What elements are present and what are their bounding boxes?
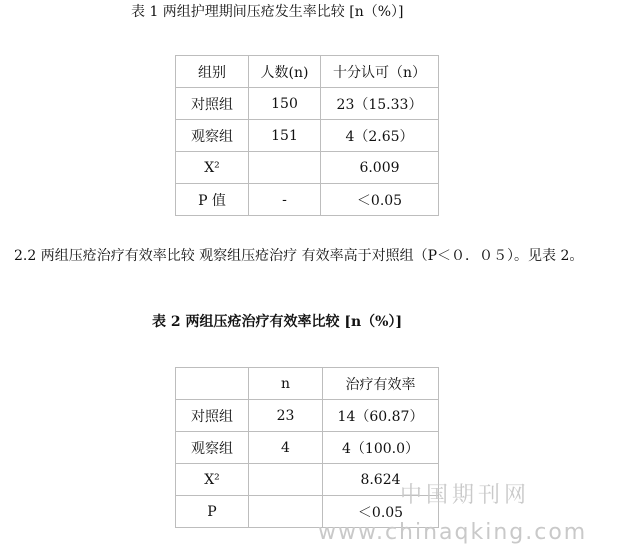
table-cell: 4（2.65） xyxy=(321,120,439,152)
table-row xyxy=(176,152,439,184)
table-cell: ＜0.05 xyxy=(321,184,439,216)
table-cell: 对照组 xyxy=(176,88,249,120)
body-paragraph: 2.2 两组压疮治疗有效率比较 观察组压疮治疗 有效率高于对照组（P＜０．０５）。见表 2。 xyxy=(14,248,584,264)
table-row xyxy=(176,184,439,216)
table-row xyxy=(176,88,439,120)
header-cell: 治疗有效率 xyxy=(323,368,439,400)
table-cell: ＜0.05 xyxy=(323,496,439,528)
table-cell: 23（15.33） xyxy=(321,88,439,120)
table-cell: 8.624 xyxy=(323,464,439,496)
table1-infection-rate xyxy=(175,55,439,216)
header-cell: n xyxy=(249,368,323,400)
table-header-row xyxy=(176,368,439,400)
watermark-site-name: 中国期刊网 xyxy=(400,483,531,508)
header-cell xyxy=(176,368,249,400)
table-cell: P 值 xyxy=(176,184,249,216)
table-cell: 4（100.0） xyxy=(323,432,439,464)
table-row xyxy=(176,120,439,152)
table1-caption: 表 1 两组护理期间压疮发生率比较 [n（%）] xyxy=(131,4,404,20)
table-cell: 150 xyxy=(249,88,321,120)
table-cell xyxy=(249,496,323,528)
table-cell: X² xyxy=(176,152,249,184)
table-header-row xyxy=(176,56,439,88)
header-cell: 十分认可（n） xyxy=(321,56,439,88)
table-cell: 14（60.87） xyxy=(323,400,439,432)
table-cell: 对照组 xyxy=(176,400,249,432)
table-cell: - xyxy=(249,184,321,216)
header-cell: 组别 xyxy=(176,56,249,88)
table2-caption: 表 2 两组压疮治疗有效率比较 [n（%）] xyxy=(152,314,403,330)
table-cell: P xyxy=(176,496,249,528)
table-cell: 151 xyxy=(249,120,321,152)
table-cell: 23 xyxy=(249,400,323,432)
header-cell: 人数(n) xyxy=(249,56,321,88)
table-row xyxy=(176,400,439,432)
table-cell: 4 xyxy=(249,432,323,464)
table-cell: 观察组 xyxy=(176,432,249,464)
table-cell xyxy=(249,152,321,184)
table-cell: 观察组 xyxy=(176,120,249,152)
watermark-url: www.chinaqking.com xyxy=(318,520,588,545)
table-cell: 6.009 xyxy=(321,152,439,184)
table-row xyxy=(176,432,439,464)
table-cell: X² xyxy=(176,464,249,496)
table-cell xyxy=(249,464,323,496)
